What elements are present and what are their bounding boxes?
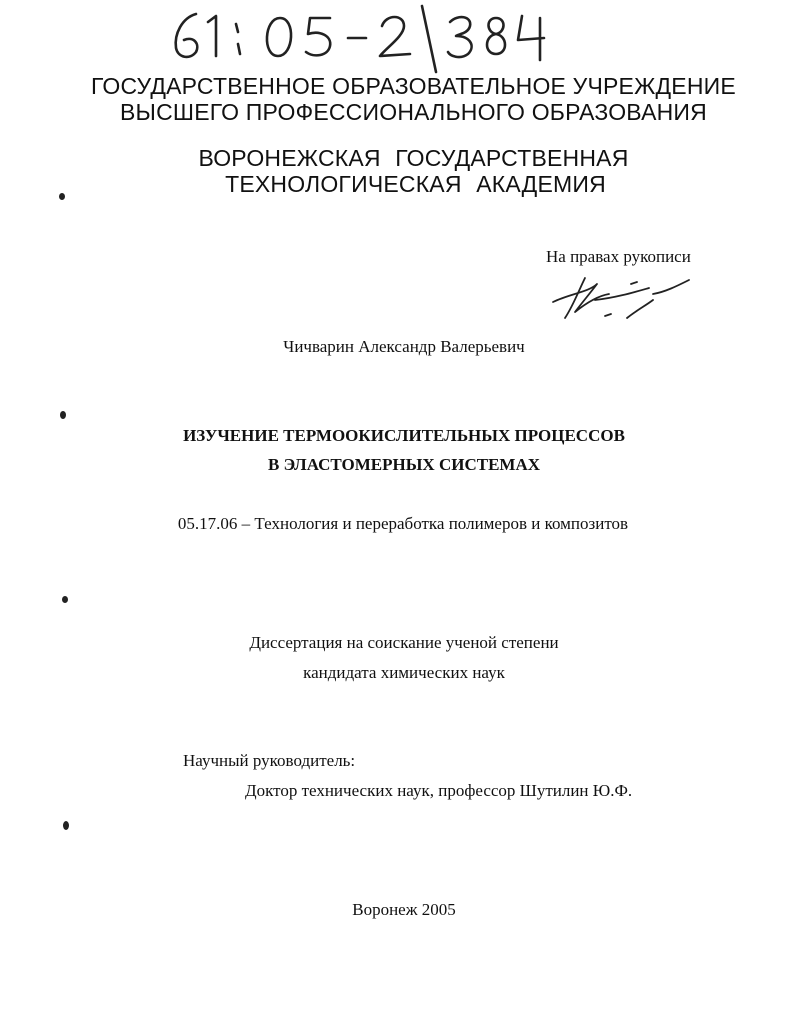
degree-line-1: Диссертация на соискание ученой степени [249, 633, 559, 652]
dissertation-title-line-2: В ЭЛАСТОМЕРНЫХ СИСТЕМАХ [267, 455, 541, 474]
degree-line-2: кандидата химических наук [303, 663, 505, 682]
specialty-code: 05.17.06 – Технология и переработка полимеров и композитов [177, 514, 629, 533]
supervisor-label: Научный руководитель: [183, 751, 356, 770]
supervisor-name: Доктор технических наук, профессор Шутилин Ю.Ф. [245, 781, 633, 800]
dissertation-title-line-1: ИЗУЧЕНИЕ ТЕРМООКИСЛИТЕЛЬНЫХ ПРОЦЕССОВ [183, 426, 625, 445]
manuscript-rights-note: На правах рукописи [546, 247, 691, 266]
academy-line-1: ВОРОНЕЖСКАЯ ГОСУДАРСТВЕННАЯ [198, 145, 629, 171]
scan-mark [63, 821, 69, 830]
author-signature [545, 270, 695, 330]
institution-line-1: ГОСУДАРСТВЕННОЕ ОБРАЗОВАТЕЛЬНОЕ УЧРЕЖДЕНИЕ [91, 73, 736, 99]
author-name: Чичварин Александр Валерьевич [283, 337, 525, 356]
place-and-year: Воронеж 2005 [352, 900, 456, 919]
handwritten-archive-number [160, 4, 580, 74]
institution-line-2: ВЫСШЕГО ПРОФЕССИОНАЛЬНОГО ОБРАЗОВАНИЯ [120, 99, 707, 125]
scan-mark [60, 411, 66, 419]
academy-line-2: ТЕХНОЛОГИЧЕСКАЯ АКАДЕМИЯ [225, 171, 606, 197]
scan-mark [59, 193, 65, 200]
scan-mark [62, 596, 68, 603]
